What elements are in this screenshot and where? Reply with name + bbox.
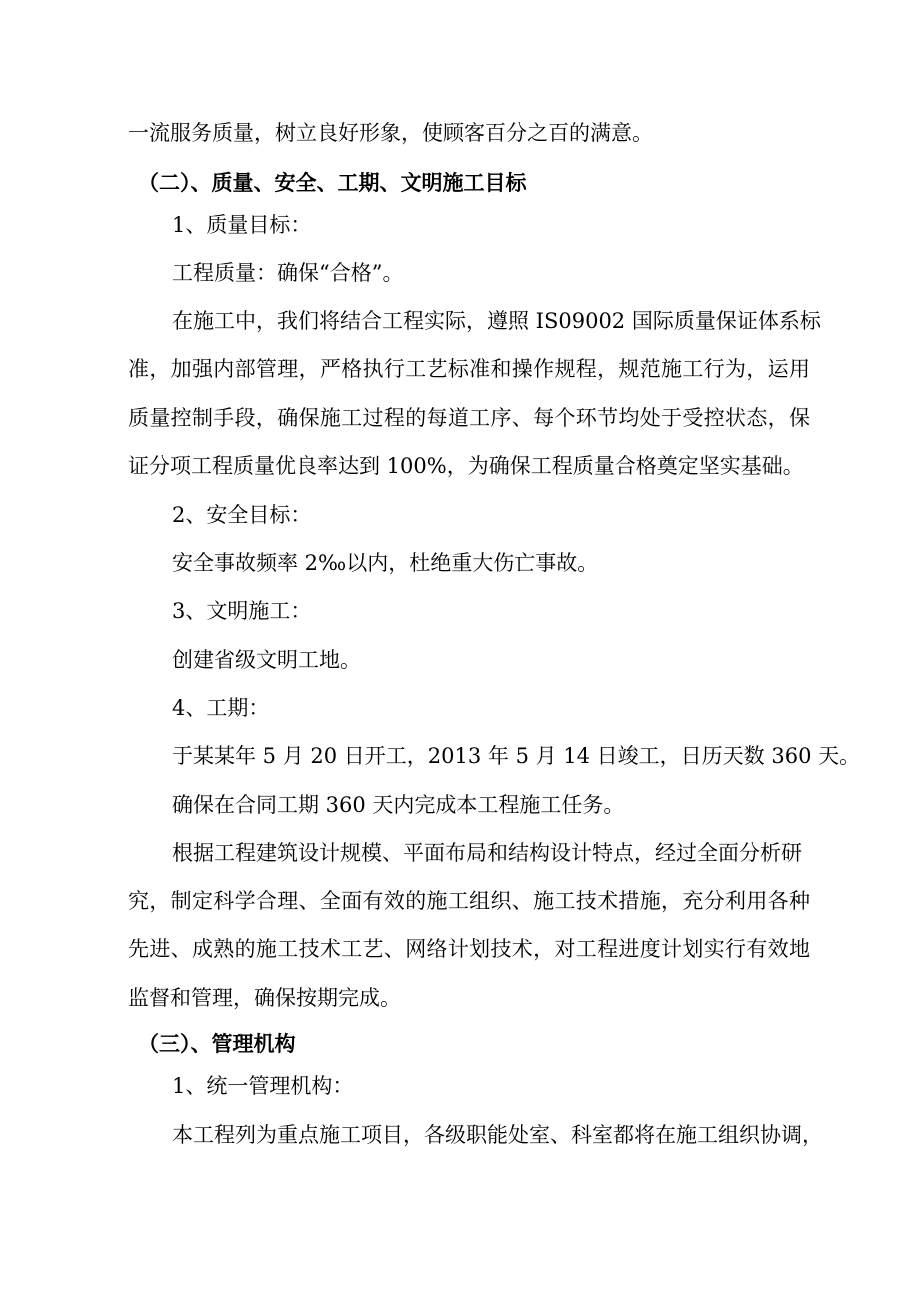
- paragraph-line: 究，制定科学合理、全面有效的施工组织、施工技术措施，充分利用各种: [128, 889, 810, 913]
- paragraph-line: 证分项工程质量优良率达到 100%，为确保工程质量合格奠定坚实基础。: [128, 454, 804, 478]
- paragraph-line: 先进、成熟的施工技术工艺、网络计划技术，对工程进度计划实行有效地: [128, 937, 810, 961]
- paragraph-line: 根据工程建筑设计规模、平面布局和结构设计特点，经过全面分析研: [172, 841, 802, 865]
- paragraph-line: 在施工中，我们将结合工程实际，遵照 IS09002 国际质量保证体系标: [172, 309, 821, 333]
- subheading: 4、工期：: [172, 696, 270, 720]
- subheading: 1、质量目标：: [172, 213, 312, 237]
- paragraph-line: 准，加强内部管理，严格执行工艺标准和操作规程，规范施工行为，运用: [128, 357, 810, 381]
- paragraph-line: 本工程列为重点施工项目，各级职能处室、科室都将在施工组织协调，: [172, 1123, 823, 1147]
- section-heading: （三）、管理机构: [138, 1032, 296, 1056]
- paragraph-line: 工程质量：确保“合格”。: [172, 261, 404, 285]
- subheading: 1、统一管理机构：: [172, 1074, 354, 1098]
- paragraph-line: 一流服务质量，树立良好形象，使顾客百分之百的满意。: [128, 121, 653, 145]
- paragraph-line: 质量控制手段，确保施工过程的每道工序、每个环节均处于受控状态，保: [128, 406, 810, 430]
- paragraph-line: 于某某年 5 月 20 日开工，2013 年 5 月 14 日竣工，日历天数 360 天。: [172, 744, 861, 768]
- subheading: 3、文明施工：: [172, 599, 312, 623]
- section-heading: （二）、质量、安全、工期、文明施工目标: [138, 171, 527, 195]
- subheading: 2、安全目标：: [172, 503, 312, 527]
- paragraph-line: 确保在合同工期 360 天内完成本工程施工任务。: [172, 793, 625, 817]
- paragraph-line: 安全事故频率 2‰以内，杜绝重大伤亡事故。: [172, 551, 599, 575]
- paragraph-line: 创建省级文明工地。: [172, 648, 361, 672]
- paragraph-line: 监督和管理，确保按期完成。: [128, 986, 401, 1010]
